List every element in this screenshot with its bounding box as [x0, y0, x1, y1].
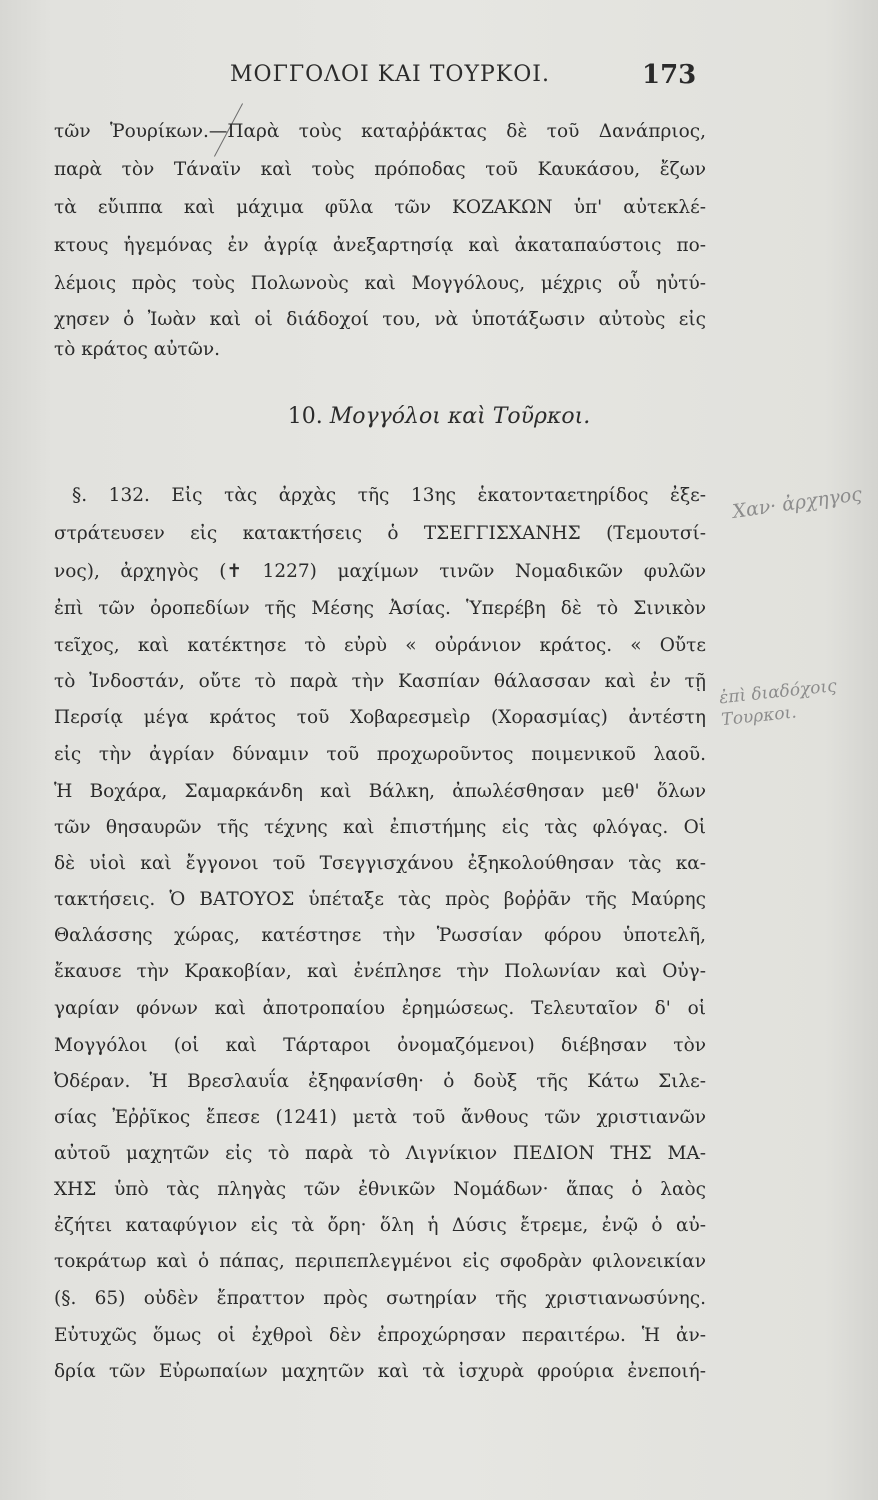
text-line: ἐπὶ τῶν ὀροπεδίων τῆς Μέσης Ἀσίας. Ὑπερέβη δὲ τὸ Σινικὸν: [54, 598, 706, 619]
text-line: δρία τῶν Εὐρωπαίων μαχητῶν καὶ τὰ ἰσχυρὰ φρούρια ἐνεποιή-: [54, 1361, 706, 1382]
text-line: κτους ἡγεμόνας ἐν ἀγρίᾳ ἀνεξαρτησίᾳ καὶ ἀκαταπαύστοις πο-: [54, 235, 706, 256]
margin-note-upper: Χαν· ἀρχηγος: [731, 483, 864, 523]
text-line: παρὰ τὸν Τάναϊν καὶ τοὺς πρόποδας τοῦ Καυκάσου, ἔζων: [54, 159, 706, 180]
text-line: Εὐτυχῶς ὅμως οἱ ἐχθροὶ δὲν ἐπροχώρησαν περαιτέρω. Ἡ ἀν-: [54, 1325, 706, 1346]
section-heading: [0, 404, 878, 429]
running-title: ΜΟΓΓΟΛΟΙ ΚΑΙ ΤΟΥΡΚΟΙ.: [230, 62, 550, 87]
text-line: χησεν ὁ Ἰωὰν καὶ οἱ διάδοχοί του, νὰ ὑποτάξωσιν αὐτοὺς εἰς: [54, 309, 706, 330]
text-line: ἔκαυσε τὴν Κρακοβίαν, καὶ ἐνέπλησε τὴν Πολωνίαν καὶ Οὐγ-: [54, 961, 706, 982]
text-line: ἐζήτει καταφύγιον εἰς τὰ ὄρη· ὅλη ἡ Δύσις ἔτρεμε, ἐνῷ ὁ αὐ-: [54, 1215, 706, 1236]
text-line: Μογγόλοι (οἱ καὶ Τάρταροι ὀνομαζόμενοι) διέβησαν τὸν: [54, 1035, 706, 1056]
text-line: τῶν Ῥουρίκων.—Παρὰ τοὺς καταῤῥάκτας δὲ τοῦ Δανάπριος,: [54, 121, 706, 142]
section-number: 10.: [287, 404, 323, 429]
text-line: τῶν θησαυρῶν τῆς τέχνης καὶ ἐπιστήμης εἰς τὰς φλόγας. Οἱ: [54, 817, 706, 838]
text-line: τεῖχος, καὶ κατέκτησε τὸ εὐρὺ « οὐράνιον κράτος. « Οὔτε: [54, 635, 706, 656]
text-line: τακτήσεις. Ὁ ΒΑΤΟΥΟΣ ὑπέταξε τὰς πρὸς βοῤῥᾶν τῆς Μαύρης: [54, 889, 706, 910]
text-line: τὰ εὔιππα καὶ μάχιμα φῦλα τῶν ΚΟΖΑΚΩΝ ὑπ' αὐτεκλέ-: [54, 197, 706, 218]
text-line: §. 132. Εἰς τὰς ἀρχὰς τῆς 13ης ἑκατονταετηρίδος ἐξε-: [72, 485, 706, 506]
running-head: [0, 60, 878, 100]
text-line: γαρίαν φόνων καὶ ἀποτροπαίου ἐρημώσεως. Τελευταῖον δ' οἱ: [54, 998, 706, 1019]
page-number: 173: [642, 60, 697, 90]
text-line: δὲ υἱοὶ καὶ ἔγγονοι τοῦ Τσεγγισχάνου ἐξηκολούθησαν τὰς κα-: [54, 853, 706, 874]
text-line: στράτευσεν εἰς κατακτήσεις ὁ ΤΣΕΓΓΙΣΧΑΝΗΣ (Τεμουτσί-: [54, 523, 706, 544]
text-line: σίας Ἐῤῥῖκος ἔπεσε (1241) μετὰ τοῦ ἄνθους τῶν χριστιανῶν: [54, 1107, 706, 1128]
section-title: Μογγόλοι καὶ Τοῦρκοι.: [329, 404, 591, 429]
text-line: τὸ κράτος αὐτῶν.: [54, 339, 220, 360]
text-line: τὸ Ἰνδοστάν, οὔτε τὸ παρὰ τὴν Κασπίαν θάλασσαν καὶ ἐν τῇ: [54, 671, 706, 692]
text-line: ΧΗΣ ὑπὸ τὰς πληγὰς τῶν ἐθνικῶν Νομάδων· ἅπας ὁ λαὸς: [54, 1179, 706, 1200]
text-line: (§. 65) οὐδὲν ἔπραττον πρὸς σωτηρίαν τῆς χριστιανωσύνης.: [54, 1288, 706, 1309]
text-line: Περσίᾳ μέγα κράτος τοῦ Χοβαρεσμεὶρ (Χορασμίας) ἀντέστη: [54, 707, 706, 728]
text-line: Ὀδέραν. Ἡ Βρεσλαυΐα ἐξηφανίσθη· ὁ δοὺξ τῆς Κάτω Σιλε-: [54, 1071, 706, 1092]
text-line: νος), ἀρχηγὸς (✝ 1227) μαχίμων τινῶν Νομαδικῶν φυλῶν: [54, 561, 706, 582]
text-line: αὐτοῦ μαχητῶν εἰς τὸ παρὰ τὸ Λιγνίκιον ΠΕΔΙΟΝ ΤΗΣ ΜΑ-: [54, 1143, 706, 1164]
text-line: τοκράτωρ καὶ ὁ πάπας, περιπεπλεγμένοι εἰς σφοδρὰν φιλονεικίαν: [54, 1251, 706, 1272]
margin-note-lower: ἐπὶ διαδόχοις Τουρκοι.: [718, 676, 838, 731]
text-line: Ἡ Βοχάρα, Σαμαρκάνδη καὶ Βάλκη, ἀπωλέσθησαν μεθ' ὅλων: [54, 781, 706, 802]
text-line: λέμοις πρὸς τοὺς Πολωνοὺς καὶ Μογγόλους, μέχρις οὗ ηὐτύ-: [54, 273, 706, 294]
text-line: Θαλάσσης χώρας, κατέστησε τὴν Ῥωσσίαν φόρου ὑποτελῆ,: [54, 925, 706, 946]
text-line: εἰς τὴν ἀγρίαν δύναμιν τοῦ προχωροῦντος ποιμενικοῦ λαοῦ.: [54, 744, 706, 765]
